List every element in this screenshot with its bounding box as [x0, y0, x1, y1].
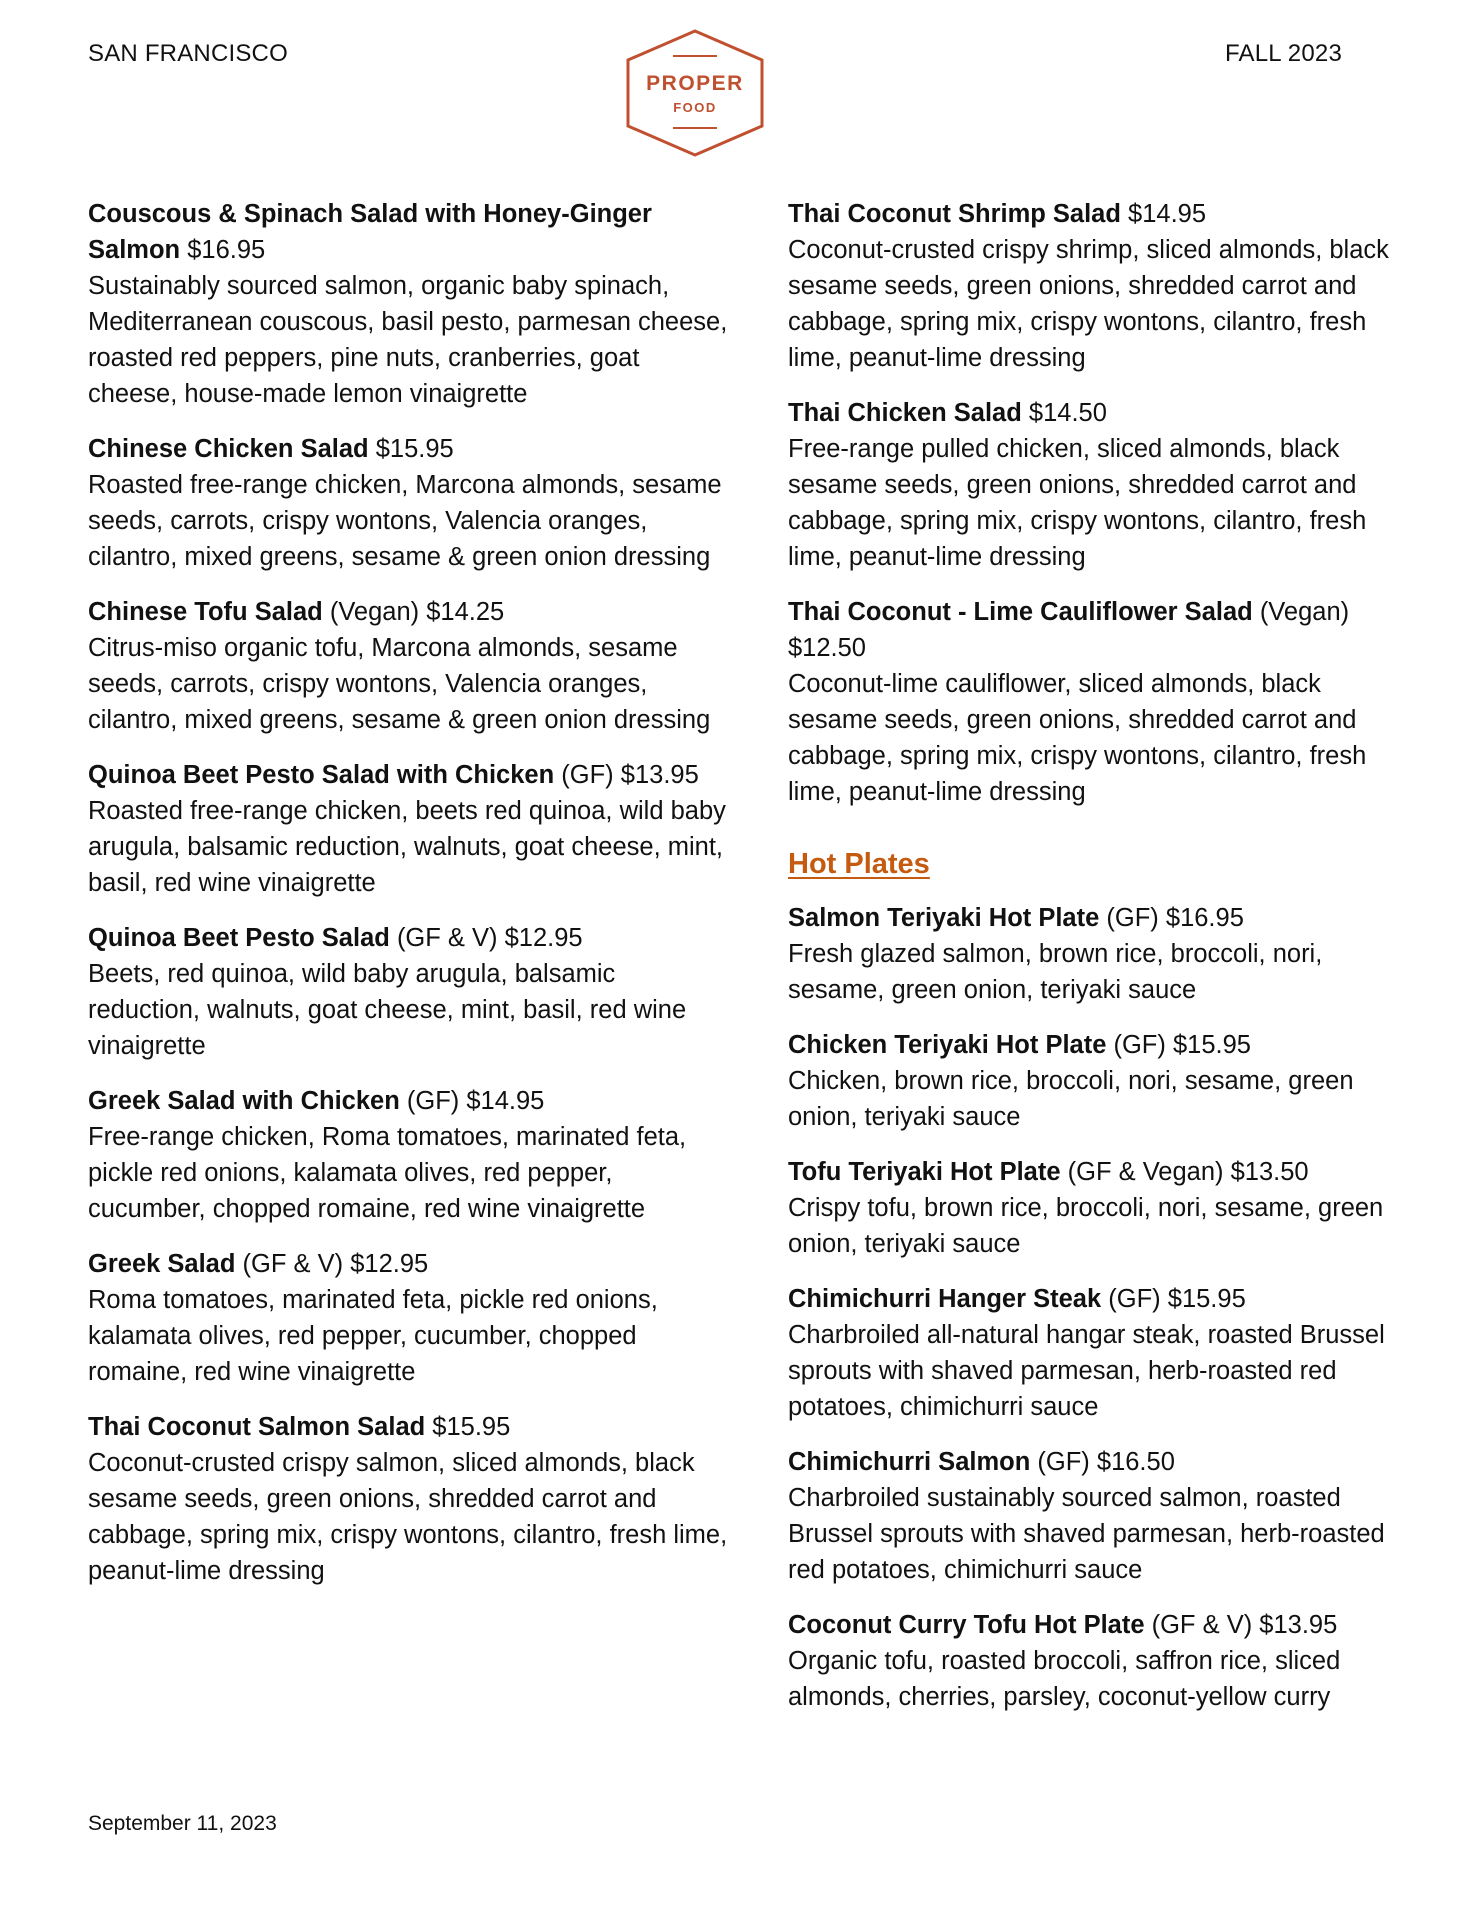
item-description: Coconut-crusted crispy shrimp, sliced almonds, black sesame seeds, green onions, shredded carrot and cabbage, spring mix, crispy wontons, cilantro, fresh lime, peanut-lime dressing: [788, 236, 1389, 372]
menu-item: [788, 1444, 1408, 1588]
item-tag: (GF): [1108, 1285, 1161, 1313]
item-description: Free-range chicken, Roma tomatoes, marinated feta, pickle red onions, kalamata olives, red pepper, cucumber, chopped romaine, red wine vinaigrette: [88, 1123, 687, 1223]
item-price: $13.95: [1259, 1611, 1338, 1639]
item-description: Beets, red quinoa, wild baby arugula, balsamic reduction, walnuts, goat cheese, mint, basil, red wine vinaigrette: [88, 960, 687, 1060]
item-price: $16.95: [1165, 904, 1244, 932]
item-name: Thai Coconut - Lime Cauliflower Salad: [788, 598, 1253, 626]
left-menu-column: [88, 196, 728, 1608]
item-price: $12.50: [788, 634, 866, 662]
menu-item: [88, 196, 728, 412]
item-price: $14.95: [466, 1087, 545, 1115]
item-price: $14.95: [1128, 200, 1207, 228]
item-description: Sustainably sourced salmon, organic baby spinach, Mediterranean couscous, basil pesto, parmesan cheese, roasted red peppers, pine nuts, cranberries, goat cheese, house-made lemon vinaigrette: [88, 272, 728, 408]
item-price: $13.95: [620, 761, 699, 789]
menu-item: [88, 1246, 728, 1390]
logo-wordmark-top: PROPER: [646, 72, 744, 95]
item-name: Quinoa Beet Pesto Salad with Chicken: [88, 761, 555, 789]
item-description: Citrus-miso organic tofu, Marcona almonds, sesame seeds, carrots, crispy wontons, Valencia oranges, cilantro, mixed greens, sesame & green onion dressing: [88, 634, 711, 734]
item-name: Greek Salad: [88, 1250, 236, 1278]
item-description: Charbroiled sustainably sourced salmon, roasted Brussel sprouts with shaved parmesan, herb-roasted red potatoes, chimichurri sauce: [788, 1484, 1385, 1584]
menu-item: [88, 757, 728, 901]
menu-item: [788, 1281, 1408, 1425]
item-name: Chimichurri Salmon: [788, 1448, 1031, 1476]
logo-wordmark-bottom: FOOD: [673, 100, 717, 115]
item-tag: (GF): [406, 1087, 460, 1115]
item-tag: (GF): [1106, 904, 1159, 932]
item-tag: (GF): [561, 761, 614, 789]
item-description: Coconut-crusted crispy salmon, sliced almonds, black sesame seeds, green onions, shredded carrot and cabbage, spring mix, crispy wontons, cilantro, fresh lime, peanut-lime dressing: [88, 1449, 728, 1585]
menu-item: [788, 1607, 1408, 1715]
right-menu-column: [788, 196, 1408, 1734]
item-description: Chicken, brown rice, broccoli, nori, sesame, green onion, teriyaki sauce: [788, 1067, 1354, 1131]
footer-date: September 11, 2023: [88, 1812, 277, 1835]
item-price: $15.95: [1167, 1285, 1246, 1313]
item-price: $12.95: [504, 924, 583, 952]
item-description: Roasted free-range chicken, beets red quinoa, wild baby arugula, balsamic reduction, walnuts, goat cheese, mint, basil, red wine vinaigrette: [88, 797, 726, 897]
item-name: Chinese Tofu Salad: [88, 598, 323, 626]
menu-item: [788, 395, 1408, 575]
item-name: Thai Coconut Shrimp Salad: [788, 200, 1121, 228]
item-name: Coconut Curry Tofu Hot Plate: [788, 1611, 1145, 1639]
menu-item: [88, 1409, 728, 1589]
location-label: SAN FRANCISCO: [88, 40, 288, 67]
item-tag: (GF & V): [1151, 1611, 1253, 1639]
item-description: Free-range pulled chicken, sliced almonds, black sesame seeds, green onions, shredded carrot and cabbage, spring mix, crispy wontons, cilantro, fresh lime, peanut-lime dressing: [788, 435, 1367, 571]
menu-item: [788, 900, 1408, 1008]
item-name: Chicken Teriyaki Hot Plate: [788, 1031, 1107, 1059]
item-tag: (Vegan): [329, 598, 420, 626]
item-name: Thai Coconut Salmon Salad: [88, 1413, 426, 1441]
item-price: $15.95: [432, 1413, 511, 1441]
item-tag: (Vegan): [1259, 598, 1350, 626]
menu-item: [788, 196, 1408, 376]
item-price: $16.95: [187, 236, 266, 264]
item-tag: (GF & V): [242, 1250, 344, 1278]
item-name: Thai Chicken Salad: [788, 399, 1022, 427]
item-name: Greek Salad with Chicken: [88, 1087, 400, 1115]
item-price: $16.50: [1096, 1448, 1175, 1476]
item-description: Organic tofu, roasted broccoli, saffron rice, sliced almonds, cherries, parsley, coconut-yellow curry: [788, 1647, 1341, 1711]
item-price: $15.95: [375, 435, 454, 463]
item-price: $13.50: [1230, 1158, 1309, 1186]
menu-item: [88, 594, 728, 738]
item-tag: (GF & Vegan): [1067, 1158, 1224, 1186]
item-name: Chinese Chicken Salad: [88, 435, 369, 463]
item-description: Charbroiled all-natural hangar steak, roasted Brussel sprouts with shaved parmesan, herb-roasted red potatoes, chimichurri sauce: [788, 1321, 1385, 1421]
item-description: Roma tomatoes, marinated feta, pickle red onions, kalamata olives, red pepper, cucumber, chopped romaine, red wine vinaigrette: [88, 1286, 658, 1386]
item-price: $12.95: [350, 1250, 429, 1278]
menu-item: [88, 1083, 728, 1227]
item-name: Salmon Teriyaki Hot Plate: [788, 904, 1100, 932]
season-label: FALL 2023: [1224, 40, 1342, 67]
item-tag: (GF): [1113, 1031, 1166, 1059]
hot-plates-heading: Hot Plates: [788, 848, 930, 880]
item-name: Couscous & Spinach Salad with Honey-Ginger Salmon: [88, 200, 652, 264]
menu-item: [88, 431, 728, 575]
proper-food-logo: [624, 28, 766, 158]
item-tag: (GF & V): [396, 924, 498, 952]
item-price: $14.50: [1028, 399, 1107, 427]
menu-item: [788, 1154, 1408, 1262]
menu-item: [88, 920, 728, 1064]
item-price: $14.25: [426, 598, 505, 626]
item-name: Chimichurri Hanger Steak: [788, 1285, 1102, 1313]
menu-item: [788, 1027, 1408, 1135]
item-description: Roasted free-range chicken, Marcona almonds, sesame seeds, carrots, crispy wontons, Valencia oranges, cilantro, mixed greens, sesame & green onion dressing: [88, 471, 722, 571]
menu-item: [788, 594, 1408, 810]
item-tag: (GF): [1037, 1448, 1090, 1476]
item-name: Quinoa Beet Pesto Salad: [88, 924, 390, 952]
item-description: Coconut-lime cauliflower, sliced almonds, black sesame seeds, green onions, shredded carrot and cabbage, spring mix, crispy wontons, cilantro, fresh lime, peanut-lime dressing: [788, 670, 1367, 806]
item-description: Crispy tofu, brown rice, broccoli, nori, sesame, green onion, teriyaki sauce: [788, 1194, 1384, 1258]
item-price: $15.95: [1172, 1031, 1251, 1059]
item-description: Fresh glazed salmon, brown rice, broccoli, nori, sesame, green onion, teriyaki sauce: [788, 940, 1323, 1004]
item-name: Tofu Teriyaki Hot Plate: [788, 1158, 1061, 1186]
